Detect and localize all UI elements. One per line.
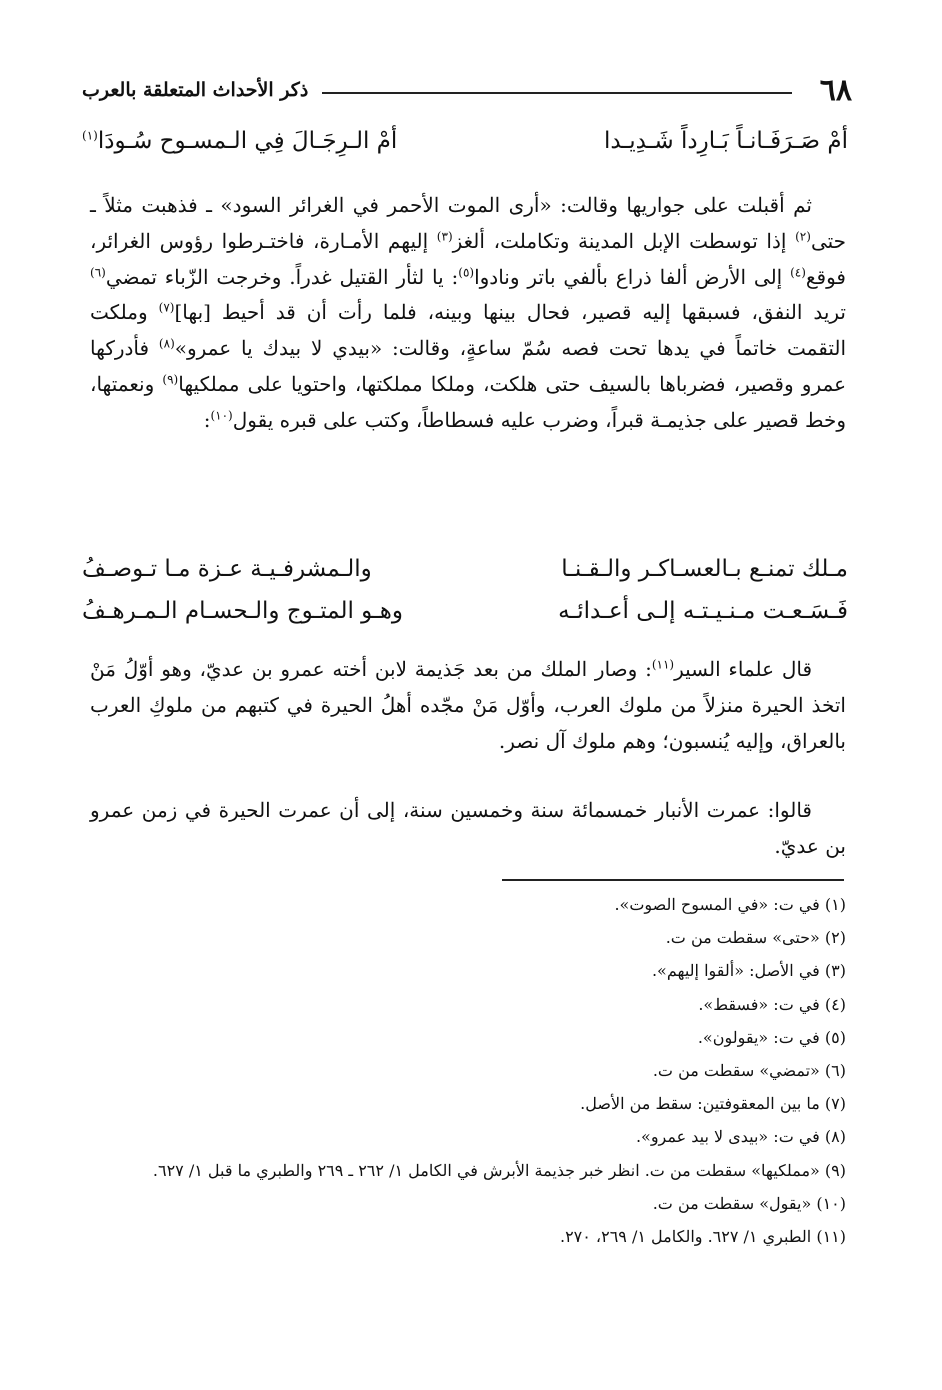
footnote-ref-6: (٦) [90, 264, 106, 279]
paragraph-3 [90, 793, 846, 865]
text-segment: وخرجت الزّباء تمضي [105, 264, 282, 289]
running-title: ذكر الأحداث المتعلقة بالعرب [82, 79, 309, 101]
footnote-8: (٨) في ت: «بيدى لا بيد عمرو». [635, 1127, 846, 1147]
footnote-ref-10: (١٠) [210, 408, 233, 423]
footnote-5: (٥) في ت: «يقولون». [697, 1027, 846, 1047]
verse-hemistich-left: والـمشرفـيـة عـزة مـا تـوصـفُ [82, 556, 372, 582]
paragraph-2 [90, 652, 846, 759]
paragraph-1 [90, 188, 846, 439]
footnote-3: (٣) في الأصل: «ألقوا إليهم». [651, 961, 846, 981]
footnote-ref-2: (٢) [795, 229, 811, 244]
text-segment: تريد النفق، فسبقها إليه قصير، فحال بينها وبينه، فلما رأت أن قد أحيط [بها] [174, 300, 846, 325]
text-segment: فأدركها عمرو وقصير، فضرباها بالسيف حتى هلكت، وملكا مملكتها، واحتويا على مملكيها [90, 336, 846, 396]
footnote-1: (١) في ت: «في المسوح الصوت». [614, 895, 846, 914]
text-segment: إذا توسطت الإبل المدينة وتكاملت، ألغز [452, 228, 787, 253]
footnotes [90, 888, 846, 1253]
header-rule [322, 92, 791, 94]
footnote-ref-8: (٨) [158, 336, 175, 351]
footnote-9: (٩) «مملكيها» سقطت من ت. انظر خبر جذيمة الأبرش في الكامل ١/ ٢٦٢ ـ ٢٦٩ والطبري ما قبل ١/ ٦٢٧. [152, 1160, 846, 1180]
verse-hemistich-left: وهـو المتـوج والـحسـام الـمـرهـفُ [82, 598, 404, 624]
text-segment: إلى الأرض ألفا ذراع بألفي باتر ونادوا [474, 264, 783, 289]
verse-line-2 [82, 556, 848, 582]
verse-hemistich-right: فَـسَـعـت مـنـيـتـه إلـى أعـدائـه [558, 598, 848, 624]
text-segment: إليهم الأمـارة، فاختـرطوا رؤوس الغرائر، فوقع [90, 228, 846, 289]
text-segment: : [203, 407, 211, 432]
text-segment: وملكت التقمت خاتماً في يدها تحت فصه سُمّ ساعةٍ، وقالت: «بيدي لا بيدك يا عمرو» [90, 300, 847, 361]
footnote-7: (٧) ما بين المعقوفتين: سقط من الأصل. [580, 1094, 846, 1114]
footnote-ref-11: (١١) [651, 657, 675, 672]
page-number: ٦٨ [819, 72, 852, 108]
footnote-ref-3: (٣) [436, 229, 453, 244]
verse-hemistich-right: مـلك تمنـع بـالعسـاكـر والـقـنـا [561, 556, 848, 582]
text-segment: ثم أقبلت على جواريها وقالت: «أرى الموت الأحمر في الغرائر السود» ـ فذهبت مثلاً ـ حتى [90, 193, 847, 253]
footnote-ref-9: (٩) [162, 372, 179, 387]
footnote-2: (٢) «حتى» سقطت من ت. [665, 928, 846, 948]
footnote-10: (١٠) «يقول» سقطت من ت. [652, 1193, 846, 1213]
text-segment: : يا لثأر القتيل غدراً. [289, 264, 459, 289]
text-segment: قالوا: عمرت الأنبار خمسمائة سنة وخمسين سنة، إلى أن عمرت الحيرة في زمن عمرو بن عديّ. [90, 798, 846, 858]
page-header [82, 72, 852, 108]
text-segment: ونعمتها، وخط قصير على جذيمـة قبراً، وضرب عليه فسطاطاً، وكتب على قبره يقول [90, 371, 846, 432]
footnote-separator [502, 879, 844, 881]
footnote-ref-7: (٧) [158, 300, 175, 315]
verse-line-1 [82, 128, 848, 154]
footnote-4: (٤) في ت: «فسقط». [698, 994, 846, 1014]
text-segment: : وصار الملك من بعد جَذيمة لابن أخته عمرو بن عديّ، وهو أوّلُ مَنْ اتخذ الحيرة منزلاً من ملوك العرب، وأوّل مَنْ مجّده أهلُ الحيرة في كتبهم من ملوكِ العرب بالعراق، وإليه يُنسبون؛ وهم ملوك آل نصر. [90, 657, 846, 753]
verse-line-3 [82, 598, 848, 624]
verse-hemistich-left [82, 128, 397, 154]
footnote-6: (٦) «تمضي» سقطت من ت. [652, 1061, 846, 1081]
verse-hemistich-right: أمْ صَـرَفَـانـاً بَـارِداً شَـدِيـدا [604, 128, 848, 154]
footnote-ref-1: (١) [82, 128, 98, 143]
footnote-11: (١١) الطبري ١/ ٦٢٧. والكامل ١/ ٢٦٩، ٢٧٠. [559, 1227, 846, 1247]
verse-hemistich-left-text: أمْ الـرِجَـالَ فِي الـمسـوح سُـودَا [97, 128, 398, 154]
text-segment: قال علماء السير [674, 657, 812, 681]
footnote-ref-4: (٤) [790, 264, 806, 279]
footnote-ref-5: (٥) [458, 264, 475, 279]
